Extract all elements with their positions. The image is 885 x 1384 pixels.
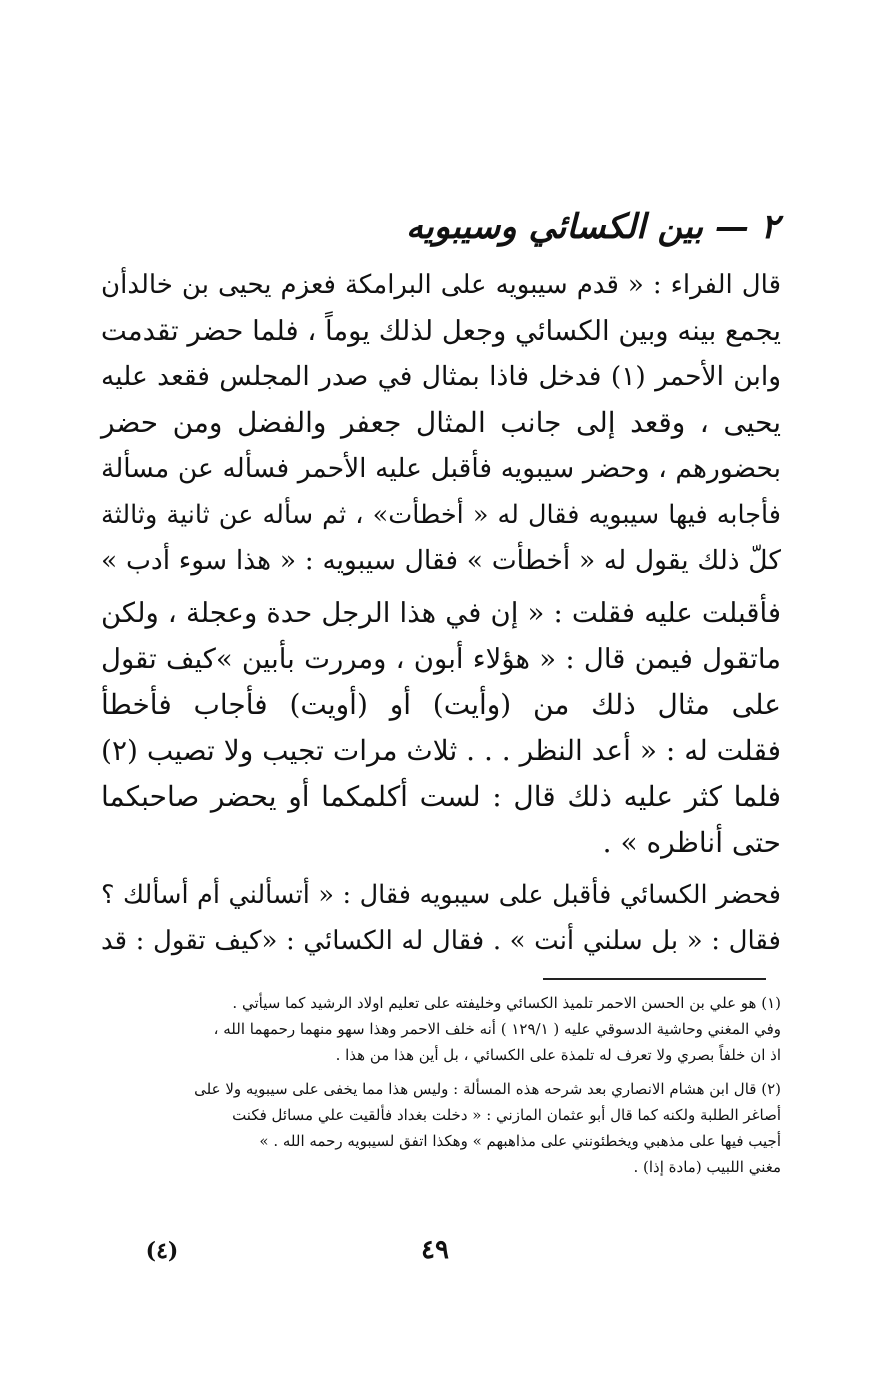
text-line: حتى أناظره » .: [602, 826, 781, 859]
text-line: على مثال ذلك من (وأيت) أو (أويت) فأجاب فأخطأ: [101, 688, 781, 721]
footnote-line: مغني اللبيب (مادة إذا) .: [633, 1158, 781, 1176]
text-line: فقال : « بل سلني أنت » . فقال له الكسائي : «كيف تقول : قد: [101, 926, 781, 956]
paragraph-1: [101, 262, 781, 584]
footnotes: [101, 990, 781, 1188]
footnote-2: [101, 1076, 781, 1180]
text-line: يجمع بينه وبين الكسائي وجعل لذلك يوماً ، فلما حضر تقدمت: [100, 315, 781, 347]
footnote-line: اذ ان خلفاً بصري ولا تعرف له تلمذة على الكسائي ، بل أين هذا من هذا .: [335, 1046, 781, 1064]
paragraph-3: [101, 872, 781, 964]
text-line: بحضورهم ، وحضر سيبويه فأقبل عليه الأحمر فسأله عن مسألة: [101, 453, 781, 484]
footnote-line: وفي المغني وحاشية الدسوقي عليه ( ١٢٩/١ ) أنه خلف الاحمر وهذا سهو منهما رحمهما الله ،: [213, 1020, 781, 1038]
footnote-line: أصاغر الطلبة ولكنه كما قال أبو عثمان المازني : « دخلت بغداد فألقيت علي مسائل فكنت: [232, 1106, 781, 1124]
text-line: فأقبلت عليه فقلت : « إن في هذا الرجل حدة وعجلة ، ولكن: [101, 597, 781, 629]
text-line: فلما كثر عليه ذلك قال : لست أكلمكما أو يحضر صاحبكما: [101, 780, 781, 813]
footnote-line: (١) هو علي بن الحسن الاحمر تلميذ الكسائي وخليفته على تعليم اولاد الرشيد كما سيأتي .: [232, 994, 781, 1012]
main-text: [101, 262, 781, 964]
text-line: فقلت له : « أعد النظر . . . ثلاث مرات تجيب ولا تصيب (٢): [101, 734, 781, 767]
section-heading: ٢ — بين الكسائي وسيبويه: [406, 207, 779, 247]
text-line: يحيى ، وقعد إلى جانب المثال جعفر والفضل ومن حضر: [101, 406, 781, 439]
text-line: وابن الأحمر (١) فدخل فاذا بمثال في صدر المجلس فقعد عليه: [101, 361, 782, 392]
text-line: ماتقول فيمن قال : « هؤلاء أبون ، ومررت بأبين »كيف تقول: [101, 643, 781, 675]
signature-mark: (٤): [145, 1238, 179, 1264]
footnote-1: [101, 990, 781, 1068]
text-line: فأجابه فيها سيبويه فقال له « أخطأت» ، ثم سأله عن ثانية وثالثة: [101, 500, 781, 530]
text-line: فحضر الكسائي فأقبل على سيبويه فقال : « أتسألني أم أسألك ؟: [101, 880, 781, 910]
text-line: كلّ ذلك يقول له « أخطأت » فقال سيبويه : « هذا سوء أدب »: [101, 545, 781, 576]
page-number: ٤٩: [421, 1235, 449, 1265]
paragraph-2: [101, 590, 781, 866]
text-line: قال الفراء : « قدم سيبويه على البرامكة فعزم يحيى بن خالدأن: [101, 270, 781, 300]
footnote-separator: [543, 978, 766, 980]
footnote-line: أجيب فيها على مذهبي ويخطئونني على مذاهبهم » وهكذا اتفق لسيبويه رحمه الله . »: [259, 1132, 781, 1150]
footnote-line: (٢) قال ابن هشام الانصاري بعد شرحه هذه المسألة : وليس هذا مما يخفى على سيبويه ولا على: [194, 1080, 781, 1098]
